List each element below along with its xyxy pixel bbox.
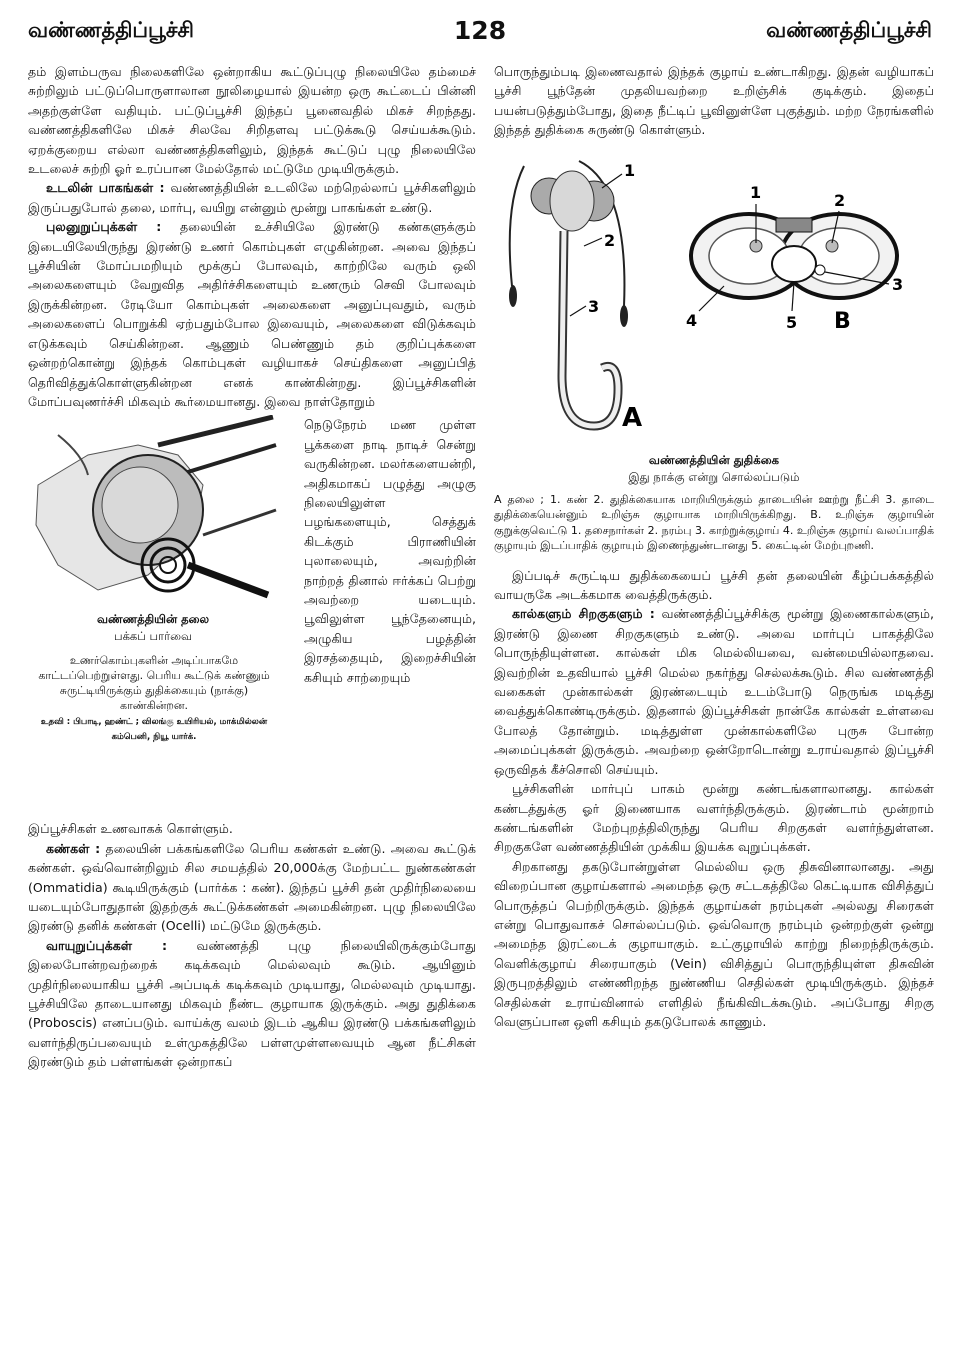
label-a-3: 3 <box>588 296 600 316</box>
figure-head-side-view <box>28 415 476 815</box>
page-header <box>28 14 932 54</box>
label-b-4: 4 <box>686 310 698 330</box>
paragraph-legs-wings <box>494 604 934 779</box>
label-b-2: 2 <box>834 190 846 210</box>
page-number: 128 <box>453 16 507 45</box>
sense-organs-text: தலையின் உச்சியிலே இரண்டு கண்களுக்கும் இடையிலேயிருந்து இரண்டு உணர் கொம்புகள் எழுகின்றன. அவை இந்தப் பூச்சியின் மோப்பமறியும் மூக்குப் போலவும், காற்றிலே வரும் ஒலி அலைகளையும் வேறுவித அதிர்ச்சிகளையும் உணரும் செவி போலவும் இருக்கின்றன. ரேடியோ கொம்புகள் அலைகளை அனுப்புவதும், வரும் அலைகளைப் பொறுக்கி ஏற்பதும்போல இவையும், அலைகளை விடுக்கவும் எடுக்கவும் செய்கின்றன. ஆணும் பெண்ணும் தம் குறிப்புக்களை ஒன்றற்கொன்று இந்தக் கொம்புகள் வழியாகச் செய்திகளை அனுப்பித் தெரிவித்துக்கொள்ளுகின்றன எனக் காண்கின்றது. இப்பூச்சிகளின் மோப்பவுணர்ச்சி மிகவும் கூர்மையானது. இவை நாள்தோறும் <box>28 219 476 409</box>
figure-proboscis-subtitle: இது நாக்கு என்று சொல்லப்படும் <box>628 469 800 484</box>
right-column <box>494 62 934 1031</box>
eyes-text: தலையின் பக்கங்களிலே பெரிய கண்கள் உண்டு. அவை கூட்டுக் கண்கள். ஒவ்வொன்றிலும் சில சமயத்தில் 20,000க்கு மேற்பட்ட நுண்கண்கள் (Ommatidia) கூடியிருக்கும் (பார்க்க : கண்). இந்தப் பூச்சி தன் முதிர்நிலையை யடையும்போதுதான் இதற்குக் கூட்டுக்கண்கள் அமைகின்றன. புழு நிலையிலே இரண்டு தனிக் கண்கள் (Ocelli) மட்டுமே இருக்கும். <box>28 840 477 934</box>
subheading-sense-organs: புலனுறுப்புக்கள் : <box>46 219 162 235</box>
running-title-left: வண்ணத்திப்பூச்சி <box>28 18 194 42</box>
subheading-eyes: கண்கள் : <box>46 840 101 856</box>
body-parts-text: வண்ணத்தியின் உடலிலே மற்றெல்லாப் பூச்சிகளிலும் இருப்பதுபோல் தலை, மார்பு, வயிறு என்னும் மூன்று பாகங்கள் உண்டு. <box>28 180 476 215</box>
figure-proboscis-caption <box>494 452 934 486</box>
running-title-right: வண்ணத்திப்பூச்சி <box>766 18 932 42</box>
label-a-2: 2 <box>604 230 616 250</box>
figure-head-caption <box>28 611 278 645</box>
paragraph-eyes <box>28 839 476 936</box>
subheading-body-parts: உடலின் பாகங்கள் : <box>46 180 165 196</box>
paragraph-wing-structure: சிறகானது தகடுபோன்றுள்ள மெல்லிய ஒரு திசுவினாலானது. அது விறைப்பான குழாய்களால் அமைந்த ஒரு சட்டகத்திலே கெட்டியாக விசித்துப் பொருத்தப் பெற்றிருக்கும். இந்தக் குழாய்கள் நரம்புகள் அல்லது சிரைகள் என்று பொதுவாகச் சொல்லப்படும். ஒவ்வொரு நரம்பும் ஒன்றற்குள் ஒன்று அமைந்த இரட்டைக் குழாயாகும். உட்குழாயில் காற்று நிறைந்திருக்கும். வெளிக்குழாய் சிரையாகும் (Vein) விசித்துப் பொருந்தியுள்ள திசுவின் இருபுறத்திலும் எண்ணிறந்த நுண்ணிய செதில்கள் மூடியிருக்கும். இந்தச் செதில்கள் உராய்வினால் எளிதில் நீங்கிவிடக்கூடும். அப்போது சிறகு வெளுப்பான ஒளி கசியும் தகடுபோலக் காணும். <box>494 858 934 1029</box>
legs-wings-text: வண்ணத்திப்பூச்சிக்கு மூன்று இணைகால்களும், இரண்டு இணை சிறகுகளும் உண்டு. அவை மார்புப் பாகத்திலே பொருந்தியுள்ளன. கால்கள் மிக மெல்லியவை, வன்மையில்லாதவை. இவற்றின் உதவியால் பூச்சி மெல்ல நகர்ந்து செல்லக்கூடும். சில வண்ணத்தி வகைகள் முன்கால்கள் இரண்டையும் உடம்போடு நெருங்க மடித்து வைத்துக்கொண்டிருக்கும். இதனால் இப்பூச்சிகள் நான்கே கால்கள் உள்ளவை போலத் தோன்றும். மடித்துள்ள முன்கால்களிலே புருசு போன்ற அமைப்புக்கள் இருக்கும். அவற்றை ஒன்றோடொன்று உராய்வதால் இப்பூச்சி ஒருவிதக் கீச்சொலி செய்யும். <box>494 606 935 777</box>
proboscis-illustration <box>494 146 934 446</box>
mouthparts-text: வண்ணத்தி புழு நிலையிலிருக்கும்போது இலைபோன்றவற்றைக் கடிக்கவும் மெல்லவும் கூடும். ஆயினும் முதிர்நிலையாகிய பூச்சி அப்படிக் கடிக்கவும் முடியாது, மெல்லவும் முடியாது. பூச்சியிலே தாடையானது மிகவும் நீண்ட குழாயாக இருக்கும். அது துதிக்கை (Proboscis) எனப்படும். வாய்க்கு வலம் இடம் ஆகிய இரண்டு பக்கங்களிலும் வளர்ந்திருப்பவையும் உள்முகத்திலே பள்ளமுள்ளவையும் ஆன நீட்சிகள் இரண்டும் தம் பள்ளங்கள் ஒன்றாகப் <box>28 937 476 1070</box>
subheading-mouthparts: வாயுறுப்புக்கள் : <box>46 937 167 953</box>
label-a: A <box>622 402 643 433</box>
figure-proboscis-title: வண்ணத்தியின் துதிக்கை <box>648 452 780 467</box>
paragraph-cocoon: தம் இளம்பருவ நிலைகளிலே ஒன்றாகிய கூட்டுப்புழு நிலையிலே தம்மைச் சுற்றிலும் பட்டுப்பொருளாலான நூலிழையால் இயன்ற ஒரு கூட்டைப் பின்னி அதற்குள்ளே வதியும். பட்டுப்பூச்சி இந்தப் பூனைவதில் மிகச் சிறந்தது. வண்ணத்திகளிலே மிகச் சிலவே சிறிதளவு பட்டுக்கூடு செய்யக்கூடும். ஏறக்குறைய எல்லா வண்ணத்திகளிலும், இந்தக் கூட்டுப் புழு நிலையிலே உடலைச் சுற்றி ஓர் உரப்பான மேல்தோல் மட்டுமே முடியிருக்கும். <box>28 64 476 177</box>
left-column <box>28 62 476 1072</box>
butterfly-head-illustration <box>28 415 278 605</box>
label-b-3: 3 <box>892 274 904 294</box>
figure-head-description: உணர்கொம்புகளின் அடிப்பாகமே காட்டப்பெற்றுள்ளது. பெரிய கூட்டுக் கண்ணும் சுருட்டியிருக்கும் துதிக்கையும் (நாக்கு) காண்கின்றன. <box>38 654 270 713</box>
label-b-5: 5 <box>786 312 798 332</box>
paragraph-coiled-proboscis: இப்படிச் சுருட்டிய துதிக்கையைப் பூச்சி தன் தலையின் கீழ்ப்பக்கத்தில் வாயருகே அடக்கமாக வைத்திருக்கும். <box>494 567 934 603</box>
label-b-1: 1 <box>750 182 762 202</box>
paragraph-mouthparts <box>28 936 476 1072</box>
subheading-legs-wings: கால்களும் சிறகுகளும் : <box>512 606 655 622</box>
label-a-1: 1 <box>624 160 636 180</box>
label-b: B <box>834 308 851 334</box>
paragraph-thorax: பூச்சிகளின் மார்புப் பாகம் மூன்று கண்டங்களாலானது. கால்கள் கண்டத்துக்கு ஓர் இணையாக வளர்ந்திருக்கும். இரண்டாம் மூன்றாம் கண்டங்களின் மேற்புறத்திலிருந்து பெரிய சிறகுகள் வளர்ந்துள்ளன. சிறகுகளே வண்ணத்தியின் முக்கிய இயக்க வுறுப்புக்கள். <box>494 781 934 855</box>
figure-head-subtitle: பக்கப் பார்வை <box>114 629 192 644</box>
figure-proboscis <box>494 146 934 446</box>
wrapped-text-beside-figure: நெடுநேரம் மண முள்ள பூக்களை நாடி நாடிச் சென்று வருகின்றன. மலர்களையன்றி, அதிகமாகப் பழுத்து அழுகு நிலையிலுள்ள பழங்களையும், செத்துக் கிடக்கும் பிராணியின் புலாலையும், அவற்றின் நாற்றத் தினால் ஈர்க்கப் பெற்று அவற்றை யடையும். பூவிலுள்ள பூந்தேனையும், அழுகிய பழத்தின் இரசத்தையும், இறைச்சியின் கசியும் சாற்றையும் <box>304 417 476 685</box>
paragraph-food: இப்பூச்சிகள் உணவாகக் கொள்ளும். <box>28 821 233 837</box>
figure-proboscis-legend: A தலை ; 1. கண் 2. துதிக்கையாக மாறியிருக்கும் தாடையின் ஊற்று நீட்சி 3. தாடை துதிக்கையென்னும் உறிஞ்சு குழாயாக மாறியிருக்கிறது. B. உறிஞ்சு குழாயின் குறுக்குவெட்டு 1. தசைநார்கள் 2. நரம்பு 3. காற்றுக்குழாய் 4. உறிஞ்சு குழாய் வலப்பாதிக் குழாயும் இடப்பாதிக் குழாயும் இணைந்துண்டானது 5. கைட்டின் மேற்புறணி. <box>494 492 934 553</box>
figure-head-credit: உதவி : பிபாடி, ஹண்ட் ; விலங்கு உயிரியல், மாக்மில்லன் கம்பெனி, நியூ யார்க். <box>40 717 268 743</box>
paragraph-sense-organs <box>28 217 476 411</box>
figure-head-title: வண்ணத்தியின் தலை <box>96 612 210 627</box>
proboscis-part-a-drawing <box>509 161 628 426</box>
paragraph-proboscis-tube: பொருந்தும்படி இணைவதால் இந்தக் குழாய் உண்டாகிறது. இதன் வழியாகப் பூச்சி பூந்தேன் முதலியவற்றை உறிஞ்சிக் குடிக்கும். இதைப் பயன்படுத்தும்போது, இதை நீட்டிப் பூவினுள்ளே புகுத்தும். மற்ற நேரங்களில் இந்தத் துதிக்கை சுருண்டு கொள்ளும். <box>494 64 934 138</box>
paragraph-body-parts <box>28 178 476 217</box>
